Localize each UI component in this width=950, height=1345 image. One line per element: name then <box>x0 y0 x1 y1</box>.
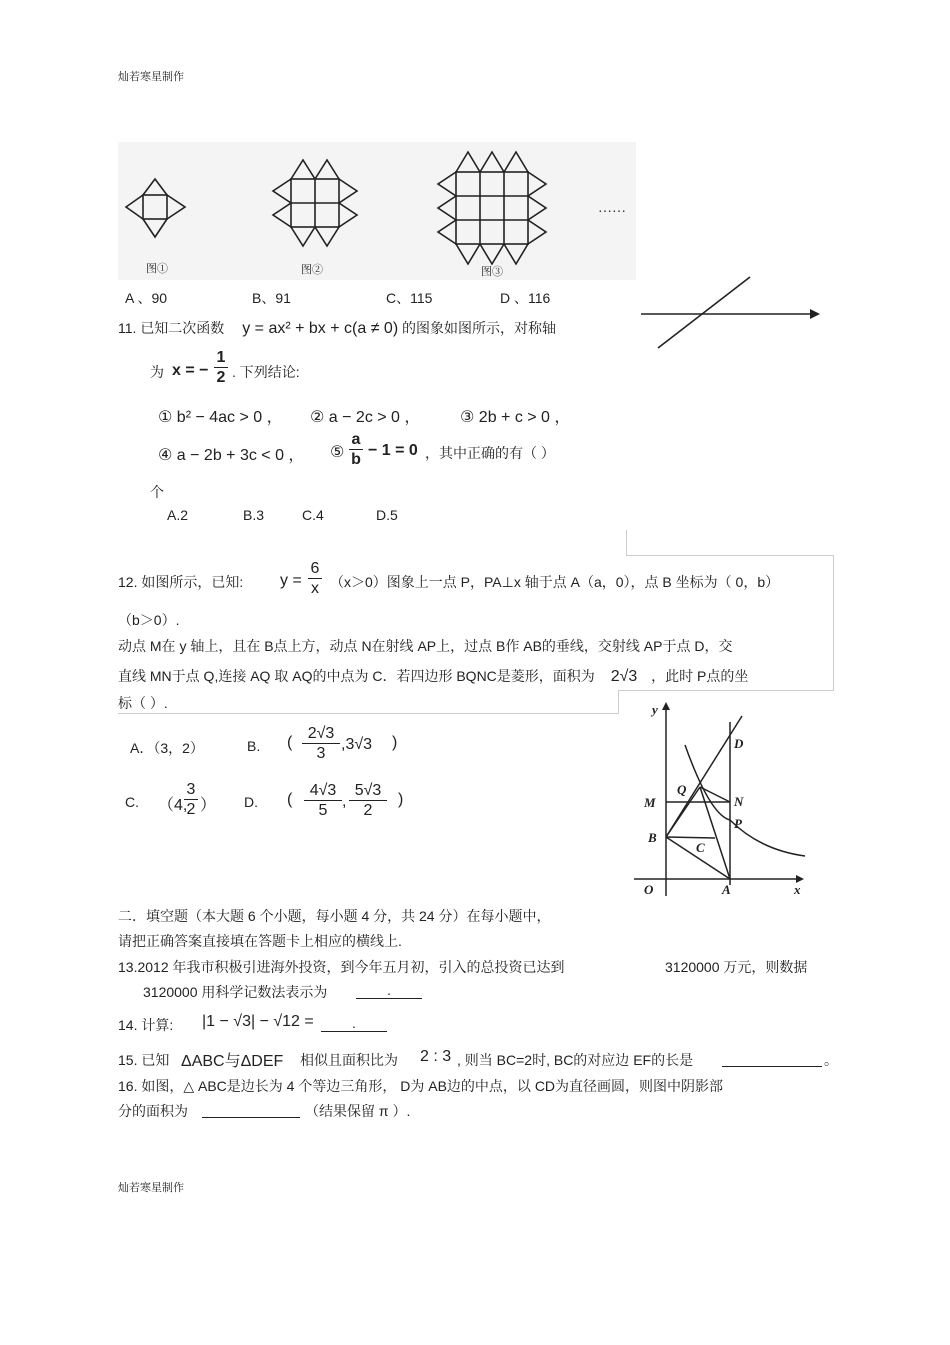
label-y: y <box>652 702 658 717</box>
q13-value: 3120000 万元，则数据 <box>665 959 808 975</box>
q14-expr: |1 − √3| − √12 = <box>202 1013 314 1030</box>
q12-option-c-label: C. <box>125 794 139 810</box>
q11-option-a: A.2 <box>167 507 189 523</box>
q15-end: 。 <box>824 1052 838 1068</box>
q12-line3: 动点 M在 y 轴上，且在 B点上方，动点 N在射线 AP上，过点 B作 AB的垂线，交射线 AP于点 D，交 <box>118 638 733 654</box>
q11-conclusion-5-fraction: $\frac{a}{b}$ <box>349 430 363 469</box>
page-header: 灿若寒星制作 <box>118 71 184 83</box>
q12-fraction: $\frac{6}{x}$ <box>308 559 322 598</box>
q11-unit: 个 <box>150 484 164 500</box>
q11-conclusion-1: ① b² − 4ac > 0 ， <box>158 409 283 426</box>
q11-graph <box>638 272 828 352</box>
q16-line2-pre: 分的面积为 <box>118 1103 188 1119</box>
q13-line1: 13.2012 年我市积极引进海外投资，到今年五月初，引入的总投资已达到 <box>118 959 565 975</box>
q14-pre: 14. 计算: <box>118 1017 174 1033</box>
q11-stem: 11. 已知二次函数 y = ax² + bx + c(a ≠ 0) 的图象如图所示，对称轴 <box>118 320 557 337</box>
q12-option-d-fraction-1: $\frac{4√3}{5}$ <box>304 781 342 820</box>
q12-option-b-rparen: ) <box>392 734 398 751</box>
q11-conclusion-5-post: − 1 = 0 <box>368 442 418 459</box>
q14-blank: . <box>321 1015 387 1032</box>
section2-line2: 请把正确答案直接填在答题卡上相应的横线上. <box>118 933 402 949</box>
q11-function: y = ax² + bx + c(a ≠ 0) <box>242 320 399 337</box>
divider <box>833 555 834 691</box>
ellipsis: …… <box>598 201 626 216</box>
section2-line1: 二．填空题（本大题 6 个小题，每小题 4 分，共 24 分）在每小题中， <box>118 908 551 924</box>
q15-mid: 相似且面积比为 <box>300 1052 398 1068</box>
label-P: P <box>734 816 742 831</box>
q15-post: , 则当 BC=2时, BC的对应边 EF的长是 <box>457 1052 694 1068</box>
q15-triangles: ΔABC与ΔDEF <box>181 1053 284 1070</box>
q11-option-d: D.5 <box>376 507 398 523</box>
q12-option-d-comma: , <box>342 793 347 810</box>
q10-option-c: C、115 <box>386 290 433 306</box>
q12-option-d-fraction-2: $\frac{5√3}{2}$ <box>349 781 387 820</box>
label-A: A <box>722 882 731 897</box>
q13-line2: 3120000 用科学记数法表示为 <box>143 984 328 1000</box>
q12-pre: 12. 如图所示，已知: <box>118 574 244 590</box>
fig3-label: 图③ <box>481 266 503 278</box>
label-Q: Q <box>677 782 687 797</box>
q12-option-c-post: ） <box>200 797 217 814</box>
q12-option-b-fraction: $\frac{2√3}{3}$ <box>302 724 340 763</box>
q15-ratio: 2 : 3 <box>420 1048 452 1065</box>
page-footer: 灿若寒星制作 <box>118 1182 184 1194</box>
q11-axis-eq: x = − <box>172 362 209 379</box>
q15-pre: 15. 已知 <box>118 1052 170 1068</box>
q12-option-b-lparen: ( <box>287 734 293 751</box>
q12-option-b-tail: ,3√3 <box>341 736 373 753</box>
q11-tail: ，其中正确的有（ ） <box>425 445 555 461</box>
label-N: N <box>734 794 744 809</box>
divider <box>618 690 619 714</box>
q11-axis-post: . 下列结论: <box>232 364 300 380</box>
q11-conclusion-2: ② a − 2c > 0 ， <box>310 409 421 426</box>
q12-option-d-lparen: ( <box>287 791 293 808</box>
q11-axis-pre: 为 <box>150 364 164 380</box>
q12-option-c-pre: （4, <box>158 797 188 814</box>
q11-conclusion-5-pre: ⑤ <box>330 444 345 461</box>
label-x: x <box>794 882 801 897</box>
q12-line5: 标（ ）. <box>118 695 168 711</box>
q11-option-b: B.3 <box>243 507 265 523</box>
q11-axis-fraction: $\frac{1}{2}$ <box>214 348 228 387</box>
q12-option-a: A．（3，2） <box>130 740 204 756</box>
q16-line1: 16. 如图，△ ABC是边长为 4 个等边三角形， D为 AB边的中点，以 CD为直径画圆，则图中阴影部 <box>118 1078 724 1094</box>
q10-option-d: D 、116 <box>500 290 551 306</box>
q12-condition: （x＞0）图象上一点 P，PA⊥x 轴于点 A（a，0），点 B 坐标为（ 0，b） <box>330 574 780 590</box>
q12-line4: 直线 MN于点 Q,连接 AQ 取 AQ的中点为 C．若四边形 BQNC是菱形，面积为 2√3 ，此时 P点的坐 <box>118 668 749 685</box>
label-D: D <box>734 736 744 751</box>
q10-option-a: A 、90 <box>125 290 168 306</box>
fig2-label: 图② <box>301 264 323 276</box>
label-O: O <box>644 882 654 897</box>
q12-option-c-fraction: $\frac{3}{2}$ <box>184 780 198 819</box>
q16-line2-post: （结果保留 π ）. <box>305 1103 411 1119</box>
pattern-figures <box>118 142 638 282</box>
q16-blank <box>202 1117 300 1118</box>
divider <box>618 690 834 691</box>
label-B: B <box>648 830 657 845</box>
divider <box>626 555 834 556</box>
q12-option-b-label: B. <box>247 738 261 754</box>
q12-option-d-rparen: ) <box>398 791 404 808</box>
q12-y-eq: y = <box>280 572 302 589</box>
label-C: C <box>696 840 705 855</box>
q12-graph <box>630 700 810 900</box>
q12-option-d-label: D. <box>244 794 258 810</box>
q11-option-c: C.4 <box>302 507 324 523</box>
q12-line2: （b＞0）. <box>118 612 180 628</box>
q11-conclusion-4: ④ a − 2b + 3c < 0 ， <box>158 447 305 464</box>
divider <box>118 713 618 714</box>
q11-conclusion-3: ③ 2b + c > 0 ， <box>460 409 571 426</box>
label-M: M <box>644 795 656 810</box>
q12-area: 2√3 <box>610 668 638 685</box>
q13-blank: . <box>356 982 422 999</box>
q15-blank <box>722 1066 822 1067</box>
fig1-label: 图① <box>146 263 168 275</box>
q10-option-b: B、91 <box>252 290 291 306</box>
divider <box>626 530 627 556</box>
